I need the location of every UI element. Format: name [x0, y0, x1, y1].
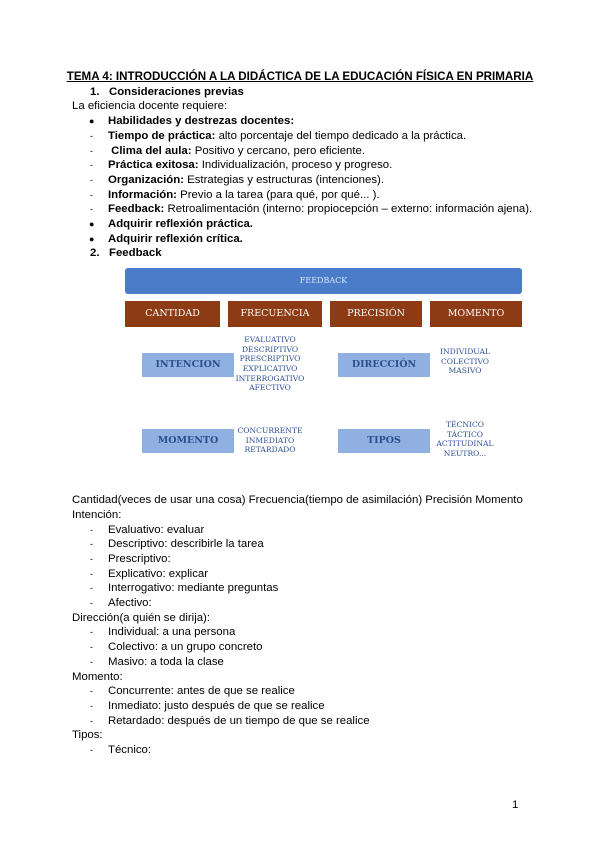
- list-item: [0, 684, 600, 699]
- dash-marker: -: [90, 642, 93, 653]
- momento-items: [234, 426, 306, 455]
- requirement-item: [0, 144, 600, 159]
- direccion-items: [430, 347, 500, 376]
- requirement-text: Individualización, proceso y progreso.: [198, 159, 393, 172]
- tipos-diagram-item: TÁCTICO: [446, 429, 484, 439]
- feedback-header: FEEDBACK: [125, 268, 522, 294]
- intencion-diagram-item: PRESCRIPTIVO: [239, 354, 301, 364]
- list-item-text: Evaluativo: evaluar: [108, 523, 205, 536]
- section-number: 1.: [90, 85, 100, 98]
- dash-marker: -: [90, 130, 93, 141]
- section-heading-text: Momento:: [72, 670, 123, 683]
- list-item: [0, 537, 600, 552]
- requirement-item: [0, 173, 600, 188]
- direccion-diagram-item: MASIVO: [448, 366, 482, 376]
- list-item-text: Afectivo:: [108, 597, 152, 610]
- bullet-marker: ●: [89, 233, 95, 244]
- requirement-text: alto porcentaje del tiempo dedicado a la práctica.: [215, 129, 467, 142]
- category-frecuencia: FRECUENCIA: [228, 301, 322, 327]
- dash-marker: -: [90, 700, 93, 711]
- requirement-item: [0, 217, 600, 232]
- dash-marker: -: [90, 174, 93, 185]
- document-title: TEMA 4: INTRODUCCIÓN A LA DIDÁCTICA DE LA EDUCACIÓN FÍSICA EN PRIMARIA: [66, 70, 534, 83]
- requirement-term: Feedback:: [108, 203, 165, 216]
- list-item: [0, 743, 600, 758]
- section-heading-text: Tipos:: [72, 729, 103, 742]
- requirement-text: Retroalimentación (interno: propiocepción – externo: información ajena).: [164, 203, 533, 216]
- direccion-diagram-item: COLECTIVO: [440, 356, 490, 366]
- list-item: [0, 581, 600, 596]
- dash-marker: -: [90, 627, 93, 638]
- list-item-text: Prescriptivo:: [108, 552, 171, 565]
- requirement-term: Adquirir reflexión práctica.: [108, 218, 253, 231]
- tipos-diagram-item: NEUTRO...: [443, 448, 487, 458]
- list-item: [0, 567, 600, 582]
- momento-diagram-item: CONCURRENTE: [237, 426, 303, 436]
- intencion-diagram-item: EXPLICATIVO: [242, 363, 298, 373]
- dash-marker: -: [90, 583, 93, 594]
- direccion-diagram-item: INDIVIDUAL: [440, 347, 490, 357]
- list-item: [0, 596, 600, 611]
- intencion-diagram-item: DESCRIPTIVO: [241, 344, 299, 354]
- requirement-text: Previo a la tarea (para qué, por qué... ).: [176, 188, 380, 201]
- list-item: [0, 523, 600, 538]
- dash-marker: -: [90, 553, 93, 564]
- list-item-text: Explicativo: explicar: [108, 567, 209, 580]
- requirement-term: Clima del aula:: [108, 144, 192, 157]
- list-item: [0, 552, 600, 567]
- list-item: [0, 714, 600, 729]
- section-number: 2.: [90, 247, 100, 260]
- list-item-text: Técnico:: [108, 744, 152, 757]
- dash-marker: -: [90, 539, 93, 550]
- intencion-diagram-item: INTERROGATIVO: [235, 373, 305, 383]
- list-item-text: Concurrente: antes de que se realice: [108, 685, 295, 698]
- list-item: [0, 640, 600, 655]
- momento-diagram-item: INMEDIATO: [245, 435, 295, 445]
- bullet-marker: ●: [89, 116, 95, 127]
- list-item-text: Descriptivo: describirle la tarea: [108, 538, 264, 551]
- list-item-text: Interrogativo: mediante preguntas: [108, 582, 279, 595]
- requirement-term: Organización:: [108, 173, 184, 186]
- dash-marker: -: [90, 145, 93, 156]
- requirement-item: [0, 114, 600, 129]
- intencion-diagram-item: AFECTIVO: [249, 383, 291, 393]
- list-item-text: Individual: a una persona: [108, 626, 236, 639]
- requirement-term: Adquirir reflexión crítica.: [108, 232, 243, 245]
- section-heading: [0, 85, 600, 100]
- list-item-text: Inmediato: justo después de que se realice: [108, 699, 325, 712]
- requirement-term: Práctica exitosa:: [108, 159, 199, 172]
- list-item-text: Colectivo: a un grupo concreto: [108, 641, 263, 654]
- list-item: [0, 625, 600, 640]
- momento-diagram-item: RETARDADO: [244, 445, 296, 455]
- dash-marker: -: [90, 686, 93, 697]
- list-item-text: Masivo: a toda la clase: [108, 655, 224, 668]
- requirement-item: [0, 232, 600, 247]
- feedback-diagram: [0, 267, 600, 493]
- category-precision: PRECISIÓN: [330, 301, 422, 327]
- dash-marker: -: [90, 189, 93, 200]
- requirement-item: [0, 188, 600, 203]
- requirement-term: Habilidades y destrezas docentes:: [108, 115, 295, 128]
- section-heading-text: Dirección(a quién se dirija):: [72, 611, 211, 624]
- feedback-sections: [0, 508, 600, 758]
- dash-marker: -: [90, 656, 93, 667]
- dash-marker: -: [90, 745, 93, 756]
- categories-line: Cantidad(veces de usar una cosa) Frecuencia(tiempo de asimilación) Precisión Momento: [72, 494, 523, 507]
- dash-marker: -: [90, 160, 93, 171]
- requirement-text: Estrategias y estructuras (intenciones).: [183, 173, 385, 186]
- intencion-box: INTENCION: [142, 353, 234, 377]
- document-body: [0, 70, 600, 758]
- intencion-items: [234, 335, 306, 393]
- requirement-item: [0, 202, 600, 217]
- dash-marker: -: [90, 524, 93, 535]
- category-cantidad: CANTIDAD: [125, 301, 220, 327]
- dash-marker: -: [90, 204, 93, 215]
- list-item-text: Retardado: después de un tiempo de que se realice: [108, 714, 370, 727]
- section-heading: [0, 246, 600, 261]
- list-item: [0, 655, 600, 670]
- requirements-list: [0, 114, 600, 246]
- dash-marker: -: [90, 715, 93, 726]
- requirement-item: [0, 129, 600, 144]
- momento-box: MOMENTO: [142, 429, 234, 453]
- intencion-diagram-item: EVALUATIVO: [244, 335, 296, 345]
- section-heading-text: Intención:: [72, 508, 122, 521]
- requirement-item: [0, 158, 600, 173]
- tipos-diagram-item: TÉCNICO: [445, 420, 485, 430]
- category-momento: MOMENTO: [430, 301, 522, 327]
- dash-marker: -: [90, 568, 93, 579]
- requirement-text: Positivo y cercano, pero eficiente.: [191, 144, 366, 157]
- dash-marker: -: [90, 598, 93, 609]
- intro-text: La eficiencia docente requiere:: [72, 100, 228, 113]
- bullet-marker: ●: [89, 219, 95, 230]
- tipos-box: TIPOS: [338, 429, 430, 453]
- page-number: 1: [512, 799, 519, 811]
- requirement-term: Información:: [108, 188, 177, 201]
- requirement-term: Tiempo de práctica:: [108, 129, 216, 142]
- tipos-diagram-item: ACTITUDINAL: [436, 439, 494, 449]
- tipos-items: [430, 420, 500, 458]
- direccion-box: DIRECCIÓN: [338, 353, 430, 377]
- list-item: [0, 699, 600, 714]
- section-label: Consideraciones previas: [109, 85, 244, 98]
- section-label: Feedback: [109, 247, 162, 260]
